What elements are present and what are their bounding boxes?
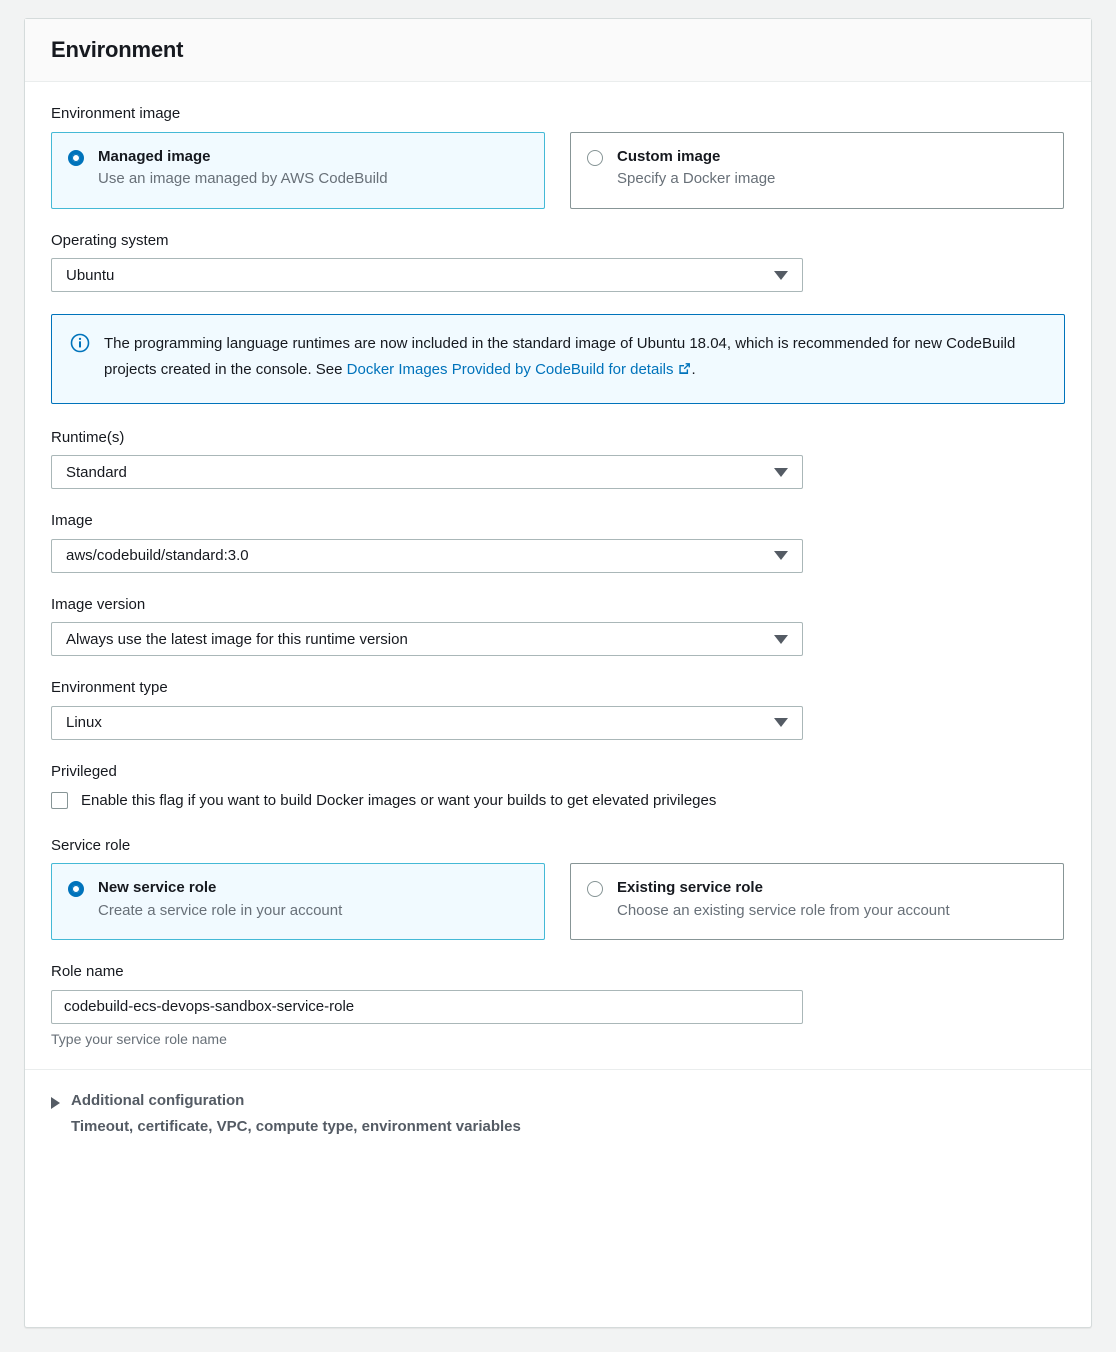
service-role-group xyxy=(51,836,1065,941)
radio-custom-image[interactable] xyxy=(587,150,603,166)
alert-text xyxy=(104,331,1046,385)
privileged-checkbox[interactable] xyxy=(51,792,68,809)
image-version-label: Image version xyxy=(51,595,146,613)
option-existing-service-role-desc: Choose an existing service role from your account xyxy=(617,901,950,919)
runtimes-group xyxy=(51,428,1065,490)
operating-system-select[interactable] xyxy=(51,258,803,292)
image-version-value: Always use the latest image for this runtime version xyxy=(66,630,408,648)
image-label: Image xyxy=(51,512,93,530)
option-custom-image-title: Custom image xyxy=(617,147,721,165)
option-new-service-role-desc: Create a service role in your account xyxy=(98,901,343,919)
operating-system-group xyxy=(51,231,1065,293)
privileged-checkbox-row[interactable] xyxy=(51,789,1065,814)
option-new-service-role-title: New service role xyxy=(98,879,217,897)
operating-system-value: Ubuntu xyxy=(66,266,115,284)
runtimes-value: Standard xyxy=(66,463,127,481)
option-new-service-role[interactable] xyxy=(51,863,545,940)
option-managed-image-title: Managed image xyxy=(98,147,211,165)
chevron-down-icon xyxy=(774,551,788,560)
image-version-group xyxy=(51,595,1065,657)
service-role-options xyxy=(51,863,1065,940)
environment-image-options xyxy=(51,132,1065,209)
environment-type-value: Linux xyxy=(66,714,102,732)
alert-text-after: . xyxy=(691,360,696,378)
chevron-down-icon xyxy=(774,271,788,280)
environment-card xyxy=(24,18,1092,1328)
environment-type-group xyxy=(51,678,1065,740)
operating-system-label: Operating system xyxy=(51,231,169,249)
role-name-input[interactable] xyxy=(51,990,803,1024)
additional-configuration-toggle[interactable] xyxy=(25,1070,1091,1161)
environment-image-label: Environment image xyxy=(51,105,181,122)
card-header xyxy=(25,19,1091,82)
option-existing-service-role-title: Existing service role xyxy=(617,879,763,897)
option-existing-service-role[interactable] xyxy=(570,863,1064,940)
triangle-right-icon xyxy=(51,1097,60,1109)
additional-configuration-title: Additional configuration xyxy=(71,1091,245,1109)
role-name-group xyxy=(51,962,1065,1047)
image-version-select[interactable] xyxy=(51,622,803,656)
image-value: aws/codebuild/standard:3.0 xyxy=(66,547,249,565)
option-custom-image[interactable] xyxy=(570,132,1064,209)
runtimes-select[interactable] xyxy=(51,455,803,489)
service-role-label: Service role xyxy=(51,836,131,854)
radio-managed-image[interactable] xyxy=(68,150,84,166)
privileged-checkbox-label: Enable this flag if you want to build Docker images or want your builds to get elevated privileges xyxy=(81,792,717,810)
chevron-down-icon xyxy=(774,468,788,477)
docker-images-link[interactable]: Docker Images Provided by CodeBuild for details xyxy=(346,360,674,378)
chevron-down-icon xyxy=(774,718,788,727)
radio-new-service-role[interactable] xyxy=(68,881,84,897)
image-group xyxy=(51,511,1065,573)
role-name-hint: Type your service role name xyxy=(51,1030,227,1047)
option-custom-image-desc: Specify a Docker image xyxy=(617,169,776,187)
role-name-label: Role name xyxy=(51,963,124,981)
environment-type-select[interactable] xyxy=(51,706,803,740)
option-managed-image-desc: Use an image managed by AWS CodeBuild xyxy=(98,169,388,187)
additional-configuration-subtitle: Timeout, certificate, VPC, compute type, environment variables xyxy=(71,1117,521,1135)
runtimes-label: Runtime(s) xyxy=(51,428,125,446)
privileged-label: Privileged xyxy=(51,762,117,780)
alert-text-before: The programming language runtimes are now included in the standard image of Ubuntu 18.04, which is recommended for new CodeBuild projects created in the console. See xyxy=(104,335,1016,378)
chevron-down-icon xyxy=(774,635,788,644)
environment-type-label: Environment type xyxy=(51,679,168,697)
card-body xyxy=(25,82,1091,1070)
radio-existing-service-role[interactable] xyxy=(587,881,603,897)
external-link-icon[interactable] xyxy=(677,359,692,385)
image-select[interactable] xyxy=(51,539,803,573)
info-icon xyxy=(70,333,90,385)
runtime-info-alert xyxy=(51,314,1065,404)
page-title: Environment xyxy=(51,37,184,62)
privileged-group xyxy=(51,762,1065,814)
environment-image-group xyxy=(51,104,1065,209)
option-managed-image[interactable] xyxy=(51,132,545,209)
